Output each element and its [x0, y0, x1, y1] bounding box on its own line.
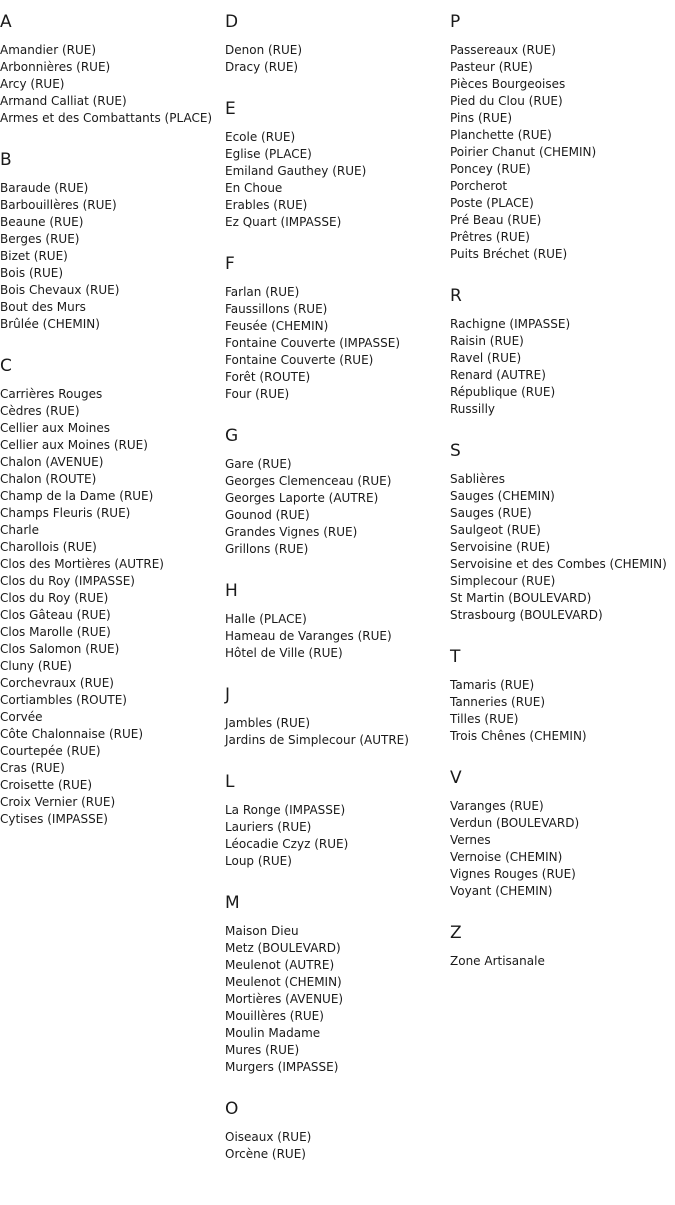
street-link-ecole-rue[interactable]: Ecole (RUE) — [225, 130, 296, 144]
street-link-courtepee-rue[interactable]: Courtepée (RUE) — [0, 744, 101, 758]
street-link-st-martin-boulevard[interactable]: St Martin (BOULEVARD) — [450, 591, 592, 605]
street-link-maison-dieu[interactable]: Maison Dieu — [225, 924, 299, 938]
street-link-poste-place[interactable]: Poste (PLACE) — [450, 196, 534, 210]
letter-section-t — [450, 646, 675, 745]
street-link-murgers-impasse[interactable]: Murgers (IMPASSE) — [225, 1060, 339, 1074]
street-link-farlan-rue[interactable]: Farlan (RUE) — [225, 285, 300, 299]
street-list — [450, 316, 675, 418]
street-list — [450, 471, 675, 624]
street-link-amandier-rue[interactable]: Amandier (RUE) — [0, 43, 97, 57]
street-link-cellier-aux-moines-rue[interactable]: Cellier aux Moines (RUE) — [0, 438, 148, 452]
street-link-berges-rue[interactable]: Berges (RUE) — [0, 232, 80, 246]
street-link-fontaine-couverte-rue[interactable]: Fontaine Couverte (RUE) — [225, 353, 374, 367]
letter-heading: S — [450, 441, 461, 461]
street-list — [225, 129, 449, 231]
street-list — [225, 923, 449, 1076]
street-link-republique-rue[interactable]: République (RUE) — [450, 385, 556, 399]
letter-section-f — [225, 253, 449, 403]
street-link-chalon-route[interactable]: Chalon (ROUTE) — [0, 472, 97, 486]
street-link-chalon-avenue[interactable]: Chalon (AVENUE) — [0, 455, 104, 469]
street-link-cedres-rue[interactable]: Cèdres (RUE) — [0, 404, 80, 418]
street-link-halle-place[interactable]: Halle (PLACE) — [225, 612, 307, 626]
street-link-charle[interactable]: Charle — [0, 523, 39, 537]
street-link-verdun-boulevard[interactable]: Verdun (BOULEVARD) — [450, 816, 580, 830]
street-list — [0, 386, 224, 828]
letter-heading: M — [225, 893, 240, 913]
letter-heading: P — [450, 12, 461, 32]
street-link-bizet-rue[interactable]: Bizet (RUE) — [0, 249, 68, 263]
street-link-cluny-rue[interactable]: Cluny (RUE) — [0, 659, 72, 673]
street-link-pre-beau-rue[interactable]: Pré Beau (RUE) — [450, 213, 542, 227]
street-link-clos-gateau-rue[interactable]: Clos Gâteau (RUE) — [0, 608, 111, 622]
street-list — [225, 802, 449, 870]
street-link-foret-route[interactable]: Forêt (ROUTE) — [225, 370, 311, 384]
street-link-pied-du-clou-rue[interactable]: Pied du Clou (RUE) — [450, 94, 563, 108]
letter-section-z — [450, 922, 675, 970]
street-link-cytises-impasse[interactable]: Cytises (IMPASSE) — [0, 812, 108, 826]
letter-section-d — [225, 11, 449, 76]
street-link-jambles-rue[interactable]: Jambles (RUE) — [225, 716, 311, 730]
street-link-poncey-rue[interactable]: Poncey (RUE) — [450, 162, 531, 176]
street-link-voyant-chemin[interactable]: Voyant (CHEMIN) — [450, 884, 553, 898]
street-link-la-ronge-impasse[interactable]: La Ronge (IMPASSE) — [225, 803, 346, 817]
street-link-bois-chevaux-rue[interactable]: Bois Chevaux (RUE) — [0, 283, 120, 297]
street-link-servoisine-rue[interactable]: Servoisine (RUE) — [450, 540, 551, 554]
street-link-jardins-de-simplecour-autre[interactable]: Jardins de Simplecour (AUTRE) — [225, 733, 409, 747]
street-link-moulin-madame[interactable]: Moulin Madame — [225, 1026, 321, 1040]
street-link-armand-calliat-rue[interactable]: Armand Calliat (RUE) — [0, 94, 127, 108]
index-column-3 — [450, 11, 675, 992]
street-link-en-choue[interactable]: En Choue — [225, 181, 283, 195]
street-link-arcy-rue[interactable]: Arcy (RUE) — [0, 77, 65, 91]
street-link-feusee-chemin[interactable]: Feusée (CHEMIN) — [225, 319, 329, 333]
street-link-mures-rue[interactable]: Mures (RUE) — [225, 1043, 300, 1057]
street-link-meulenot-autre[interactable]: Meulenot (AUTRE) — [225, 958, 335, 972]
street-list — [225, 1129, 449, 1163]
letter-heading: Z — [450, 923, 462, 943]
street-link-puits-brechet-rue[interactable]: Puits Bréchet (RUE) — [450, 247, 568, 261]
street-link-cortiambles-route[interactable]: Cortiambles (ROUTE) — [0, 693, 127, 707]
street-link-pretres-rue[interactable]: Prêtres (RUE) — [450, 230, 530, 244]
letter-heading: E — [225, 99, 236, 119]
street-link-orcene-rue[interactable]: Orcène (RUE) — [225, 1147, 306, 1161]
street-list — [225, 284, 449, 403]
letter-section-e — [225, 98, 449, 231]
street-link-metz-boulevard[interactable]: Metz (BOULEVARD) — [225, 941, 341, 955]
street-link-sablieres[interactable]: Sablières — [450, 472, 505, 486]
street-link-ez-quart-impasse[interactable]: Ez Quart (IMPASSE) — [225, 215, 342, 229]
street-link-hameau-de-varanges-rue[interactable]: Hameau de Varanges (RUE) — [225, 629, 392, 643]
street-list — [0, 42, 224, 127]
street-link-servoisine-et-des-combes-chemin[interactable]: Servoisine et des Combes (CHEMIN) — [450, 557, 667, 571]
street-list — [225, 456, 449, 558]
letter-heading: D — [225, 12, 239, 32]
street-link-raisin-rue[interactable]: Raisin (RUE) — [450, 334, 524, 348]
letter-heading: J — [225, 685, 231, 705]
street-link-champ-de-la-dame-rue[interactable]: Champ de la Dame (RUE) — [0, 489, 154, 503]
letter-heading: T — [450, 647, 461, 667]
index-column-1 — [0, 11, 224, 850]
street-link-emiland-gauthey-rue[interactable]: Emiland Gauthey (RUE) — [225, 164, 367, 178]
street-link-pieces-bourgeoises[interactable]: Pièces Bourgeoises — [450, 77, 566, 91]
street-link-poirier-chanut-chemin[interactable]: Poirier Chanut (CHEMIN) — [450, 145, 597, 159]
street-link-lauriers-rue[interactable]: Lauriers (RUE) — [225, 820, 312, 834]
street-list — [450, 953, 675, 970]
street-link-fontaine-couverte-impasse[interactable]: Fontaine Couverte (IMPASSE) — [225, 336, 401, 350]
street-link-cras-rue[interactable]: Cras (RUE) — [0, 761, 65, 775]
street-link-armes-et-des-combattants-place[interactable]: Armes et des Combattants (PLACE) — [0, 111, 213, 125]
street-list — [0, 180, 224, 333]
street-link-denon-rue[interactable]: Denon (RUE) — [225, 43, 303, 57]
street-link-grillons-rue[interactable]: Grillons (RUE) — [225, 542, 309, 556]
street-link-corvee[interactable]: Corvée — [0, 710, 43, 724]
street-link-mouilleres-rue[interactable]: Mouillères (RUE) — [225, 1009, 324, 1023]
street-link-zone-artisanale[interactable]: Zone Artisanale — [450, 954, 545, 968]
street-link-arbonnieres-rue[interactable]: Arbonnières (RUE) — [0, 60, 111, 74]
street-link-clos-du-roy-rue[interactable]: Clos du Roy (RUE) — [0, 591, 109, 605]
street-link-renard-autre[interactable]: Renard (AUTRE) — [450, 368, 546, 382]
letter-section-a — [0, 11, 224, 127]
street-link-loup-rue[interactable]: Loup (RUE) — [225, 854, 292, 868]
street-link-mortieres-avenue[interactable]: Mortières (AVENUE) — [225, 992, 344, 1006]
letter-heading: V — [450, 768, 462, 788]
street-link-vernoise-chemin[interactable]: Vernoise (CHEMIN) — [450, 850, 563, 864]
letter-section-p — [450, 11, 675, 263]
street-link-vignes-rouges-rue[interactable]: Vignes Rouges (RUE) — [450, 867, 576, 881]
street-link-russilly[interactable]: Russilly — [450, 402, 496, 416]
street-link-gounod-rue[interactable]: Gounod (RUE) — [225, 508, 310, 522]
letter-section-j — [225, 684, 449, 749]
street-link-champs-fleuris-rue[interactable]: Champs Fleuris (RUE) — [0, 506, 131, 520]
street-link-strasbourg-boulevard[interactable]: Strasbourg (BOULEVARD) — [450, 608, 603, 622]
street-link-trois-chenes-chemin[interactable]: Trois Chênes (CHEMIN) — [450, 729, 587, 743]
street-link-clos-marolle-rue[interactable]: Clos Marolle (RUE) — [0, 625, 111, 639]
letter-section-l — [225, 771, 449, 870]
street-link-bout-des-murs[interactable]: Bout des Murs — [0, 300, 86, 314]
street-link-simplecour-rue[interactable]: Simplecour (RUE) — [450, 574, 556, 588]
street-link-brulee-chemin[interactable]: Brûlée (CHEMIN) — [0, 317, 100, 331]
street-link-georges-laporte-autre[interactable]: Georges Laporte (AUTRE) — [225, 491, 379, 505]
street-link-eglise-place[interactable]: Eglise (PLACE) — [225, 147, 312, 161]
street-link-faussillons-rue[interactable]: Faussillons (RUE) — [225, 302, 328, 316]
letter-heading: G — [225, 426, 239, 446]
letter-heading: H — [225, 581, 238, 601]
street-link-cellier-aux-moines[interactable]: Cellier aux Moines — [0, 421, 111, 435]
letter-heading: F — [225, 254, 235, 274]
street-link-corchevraux-rue[interactable]: Corchevraux (RUE) — [0, 676, 114, 690]
street-link-cote-chalonnaise-rue[interactable]: Côte Chalonnaise (RUE) — [0, 727, 144, 741]
letter-section-o — [225, 1098, 449, 1163]
street-link-erables-rue[interactable]: Erables (RUE) — [225, 198, 308, 212]
street-link-porcherot[interactable]: Porcherot — [450, 179, 508, 193]
index-column-2 — [225, 11, 449, 1185]
street-link-barbouilleres-rue[interactable]: Barbouillères (RUE) — [0, 198, 117, 212]
street-link-croisette-rue[interactable]: Croisette (RUE) — [0, 778, 93, 792]
letter-heading: R — [450, 286, 462, 306]
letter-section-m — [225, 892, 449, 1076]
street-link-leocadie-czyz-rue[interactable]: Léocadie Czyz (RUE) — [225, 837, 349, 851]
street-link-passereaux-rue[interactable]: Passereaux (RUE) — [450, 43, 556, 57]
letter-heading: B — [0, 150, 12, 170]
street-link-saulgeot-rue[interactable]: Saulgeot (RUE) — [450, 523, 541, 537]
street-link-vernes[interactable]: Vernes — [450, 833, 491, 847]
letter-section-h — [225, 580, 449, 662]
street-link-baraude-rue[interactable]: Baraude (RUE) — [0, 181, 89, 195]
street-link-clos-salomon-rue[interactable]: Clos Salomon (RUE) — [0, 642, 120, 656]
letter-section-v — [450, 767, 675, 900]
letter-section-r — [450, 285, 675, 418]
street-link-four-rue[interactable]: Four (RUE) — [225, 387, 290, 401]
street-link-beaune-rue[interactable]: Beaune (RUE) — [0, 215, 84, 229]
street-link-pins-rue[interactable]: Pins (RUE) — [450, 111, 513, 125]
letter-section-g — [225, 425, 449, 558]
street-link-sauges-chemin[interactable]: Sauges (CHEMIN) — [450, 489, 555, 503]
street-link-hotel-de-ville-rue[interactable]: Hôtel de Ville (RUE) — [225, 646, 343, 660]
street-link-grandes-vignes-rue[interactable]: Grandes Vignes (RUE) — [225, 525, 358, 539]
street-link-gare-rue[interactable]: Gare (RUE) — [225, 457, 292, 471]
letter-heading: C — [0, 356, 12, 376]
street-link-georges-clemenceau-rue[interactable]: Georges Clemenceau (RUE) — [225, 474, 392, 488]
street-link-clos-des-mortieres-autre[interactable]: Clos des Mortières (AUTRE) — [0, 557, 164, 571]
street-link-oiseaux-rue[interactable]: Oiseaux (RUE) — [225, 1130, 312, 1144]
street-link-varanges-rue[interactable]: Varanges (RUE) — [450, 799, 544, 813]
street-link-ravel-rue[interactable]: Ravel (RUE) — [450, 351, 522, 365]
street-list — [450, 677, 675, 745]
letter-section-b — [0, 149, 224, 333]
street-link-tanneries-rue[interactable]: Tanneries (RUE) — [450, 695, 546, 709]
street-link-clos-du-roy-impasse[interactable]: Clos du Roy (IMPASSE) — [0, 574, 135, 588]
street-link-pasteur-rue[interactable]: Pasteur (RUE) — [450, 60, 533, 74]
street-link-tilles-rue[interactable]: Tilles (RUE) — [450, 712, 519, 726]
street-list — [225, 42, 449, 76]
street-link-meulenot-chemin[interactable]: Meulenot (CHEMIN) — [225, 975, 342, 989]
street-link-dracy-rue[interactable]: Dracy (RUE) — [225, 60, 299, 74]
street-link-croix-vernier-rue[interactable]: Croix Vernier (RUE) — [0, 795, 116, 809]
street-link-charollois-rue[interactable]: Charollois (RUE) — [0, 540, 97, 554]
letter-section-s — [450, 440, 675, 624]
street-link-carrieres-rouges[interactable]: Carrières Rouges — [0, 387, 103, 401]
letter-section-c — [0, 355, 224, 828]
street-list — [450, 42, 675, 263]
street-list — [450, 798, 675, 900]
street-link-rachigne-impasse[interactable]: Rachigne (IMPASSE) — [450, 317, 571, 331]
letter-heading: L — [225, 772, 235, 792]
letter-heading: O — [225, 1099, 239, 1119]
street-link-tamaris-rue[interactable]: Tamaris (RUE) — [450, 678, 535, 692]
street-link-planchette-rue[interactable]: Planchette (RUE) — [450, 128, 552, 142]
street-link-sauges-rue[interactable]: Sauges (RUE) — [450, 506, 532, 520]
letter-heading: A — [0, 12, 12, 32]
street-link-bois-rue[interactable]: Bois (RUE) — [0, 266, 64, 280]
street-list — [225, 715, 449, 749]
street-list — [225, 611, 449, 662]
